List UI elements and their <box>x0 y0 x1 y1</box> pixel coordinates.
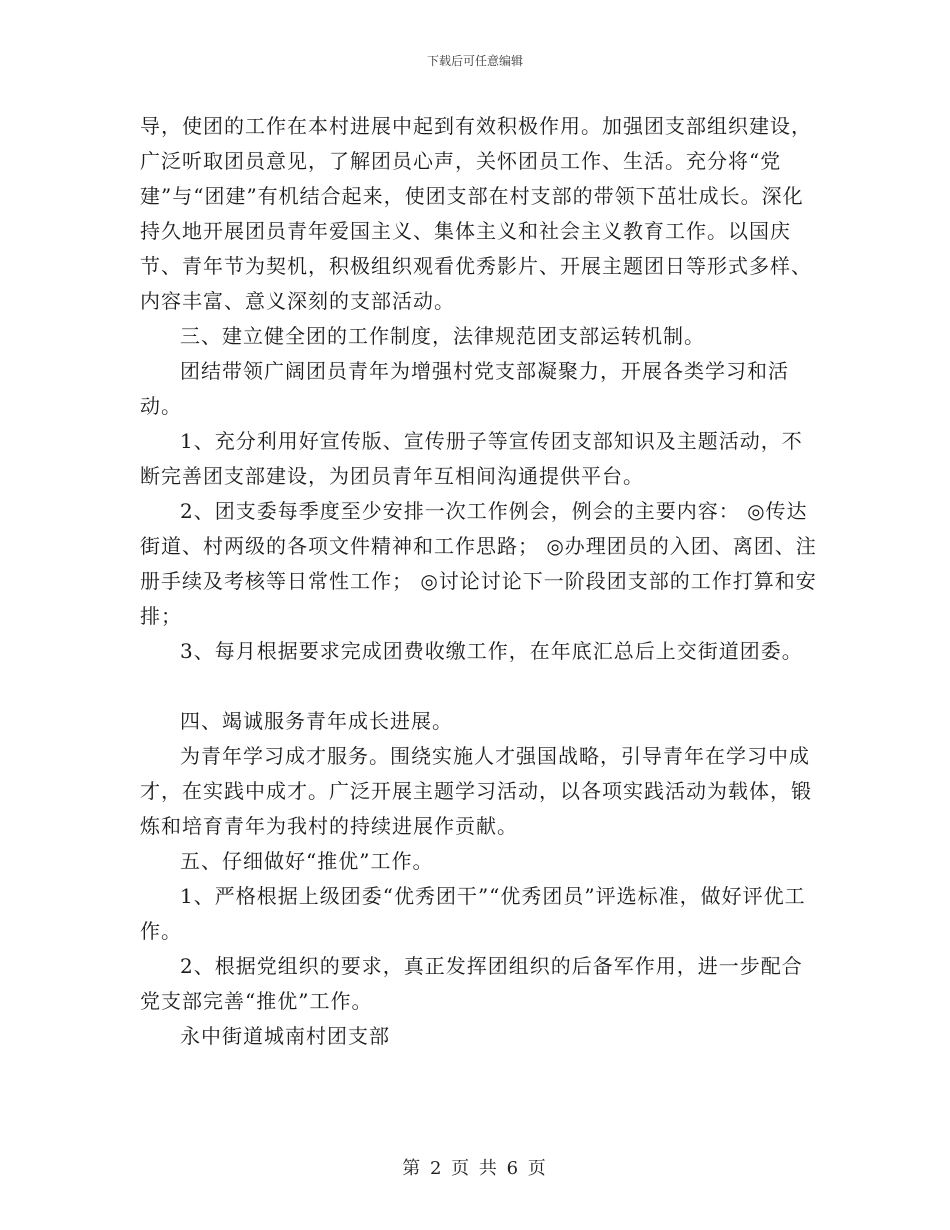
section-heading-3: 三、建立健全团的工作制度，法律规范团支部运转机制。 <box>180 324 705 348</box>
list-item-2: 2、团支委每季度至少安排一次工作例会，例会的主要内容： ◎传达街道、村两级的各项文件精神和工作思路； ◎办理团员的入团、离团、注册手续及考核等日常性工作； ◎讨论讨论下一阶段团支部的工作打算和安排； <box>140 499 817 628</box>
list-item-party: 2、根据党组织的要求，真正发挥团组织的后备军作用，进一步配合党支部完善“推优”工作。 <box>140 954 803 1013</box>
list-item-1: 1、充分利用好宣传版、宣传册子等宣传团支部知识及主题活动，不断完善团支部建设，为团员青年互相间沟通提供平台。 <box>140 429 803 488</box>
section-heading-5: 五、仔细做好“推优”工作。 <box>180 849 434 873</box>
signature: 永中街道城南村团支部 <box>180 1024 390 1048</box>
paragraph-continuation: 导，使团的工作在本村进展中起到有效积极作用。加强团支部组织建设，广泛听取团员意见，了解团员心声，关怀团员工作、生活。充分将“党建”与“团建”有机结合起来，使团支部在村支部的带领下茁壮成长。深化持久地开展团员青年爱国主义、集体主义和社会主义教育工作。以国庆节、青年节为契机，积极组织观看优秀影片、开展主题团日等形式多样、内容丰富、意义深刻的支部活动。 <box>140 114 812 313</box>
page-header: 下载后可任意编辑 <box>426 54 523 68</box>
list-item-excellence: 1、严格根据上级团委“优秀团干”“优秀团员”评选标准，做好评优工作。 <box>140 884 806 943</box>
paragraph-youth-service: 为青年学习成才服务。围绕实施人才强国战略，引导青年在学习中成才，在实践中成才。广泛开展主题学习活动，以各项实践活动为载体，锻炼和培育青年为我村的持续进展作贡献。 <box>140 744 812 838</box>
blank-line <box>140 669 820 704</box>
paragraph-unity: 团结带领广阔团员青年为增强村党支部凝聚力，开展各类学习和活动。 <box>140 359 789 418</box>
document-body <box>140 109 820 1054</box>
list-item-3: 3、每月根据要求完成团费收缴工作，在年底汇总后上交街道团委。 <box>180 639 803 663</box>
section-heading-4: 四、竭诚服务青年成长进展。 <box>180 709 453 733</box>
page-number-footer: 第 2 页 共 6 页 <box>402 1158 548 1179</box>
